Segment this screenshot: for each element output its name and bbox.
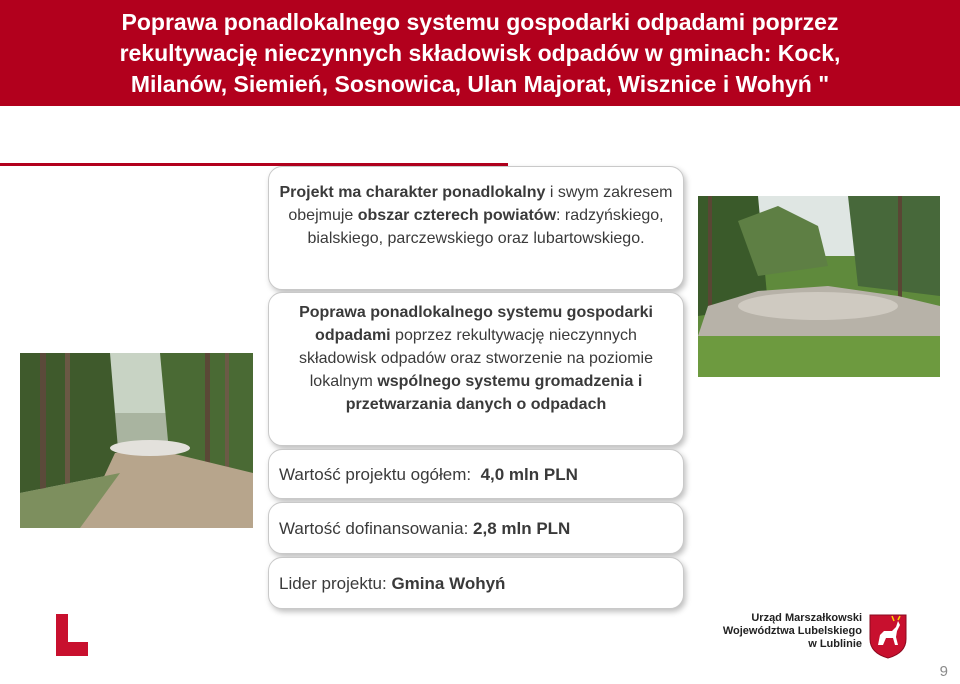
goal-text-1: poprzez rekultywację nieczynnych składowisk odpadów oraz stworzenie na poziomie lokalnym: [299, 327, 653, 390]
institution-line-3: w Lublinie: [808, 638, 862, 650]
goal-bold-1: Poprawa ponadlokalnego systemu gospodarki odpadami: [299, 304, 653, 344]
total-value-amount: 4,0 mln PLN: [480, 464, 578, 484]
title-line-3: Milanów, Siemień, Sosnowica, Ulan Majorat, Wisznice i Wohyń ": [130, 70, 830, 97]
page-number: 9: [939, 663, 948, 680]
institution-line-1: Urząd Marszałkowski: [751, 612, 862, 624]
cofinancing-amount: 2,8 mln PLN: [473, 518, 571, 538]
project-goal-box: [268, 292, 684, 446]
institution-line-2: Województwa Lubelskiego: [722, 625, 862, 637]
goal-bold-2: wspólnego systemu gromadzenia i przetwarzania danych o odpadach: [345, 373, 643, 413]
project-leader-label: Lider projektu:: [279, 573, 392, 593]
page-title: [20, 0, 940, 106]
scope-text-1: i swym zakresem obejmuje: [288, 184, 673, 224]
landfill-photo-left: [20, 353, 253, 528]
total-value-box: [268, 449, 684, 499]
landfill-photo-right: [698, 196, 940, 377]
lublin-crest-icon: [868, 613, 908, 659]
scope-text-2: : radzyńskiego, bialskiego, parczewskiego oraz lubartowskiego.: [307, 207, 664, 247]
cofinancing-label: Wartość dofinansowania:: [279, 518, 474, 538]
total-value-label: Wartość projektu ogółem:: [279, 464, 481, 484]
title-line-2: rekultywację nieczynnych składowisk odpadów w gminach: Kock,: [119, 39, 841, 66]
scope-bold-2: obszar czterech powiatów: [357, 207, 557, 224]
red-l-logo-icon: [54, 614, 90, 656]
institution-name: [700, 612, 862, 651]
title-line-1: Poprawa ponadlokalnego systemu gospodarki odpadami poprzez: [121, 8, 839, 35]
scope-bold-1: Projekt ma charakter ponadlokalny: [279, 184, 546, 201]
project-scope-box: [268, 166, 684, 290]
cofinancing-box: [268, 502, 684, 554]
project-leader-value: Gmina Wohyń: [391, 573, 506, 593]
project-leader-box: [268, 557, 684, 609]
